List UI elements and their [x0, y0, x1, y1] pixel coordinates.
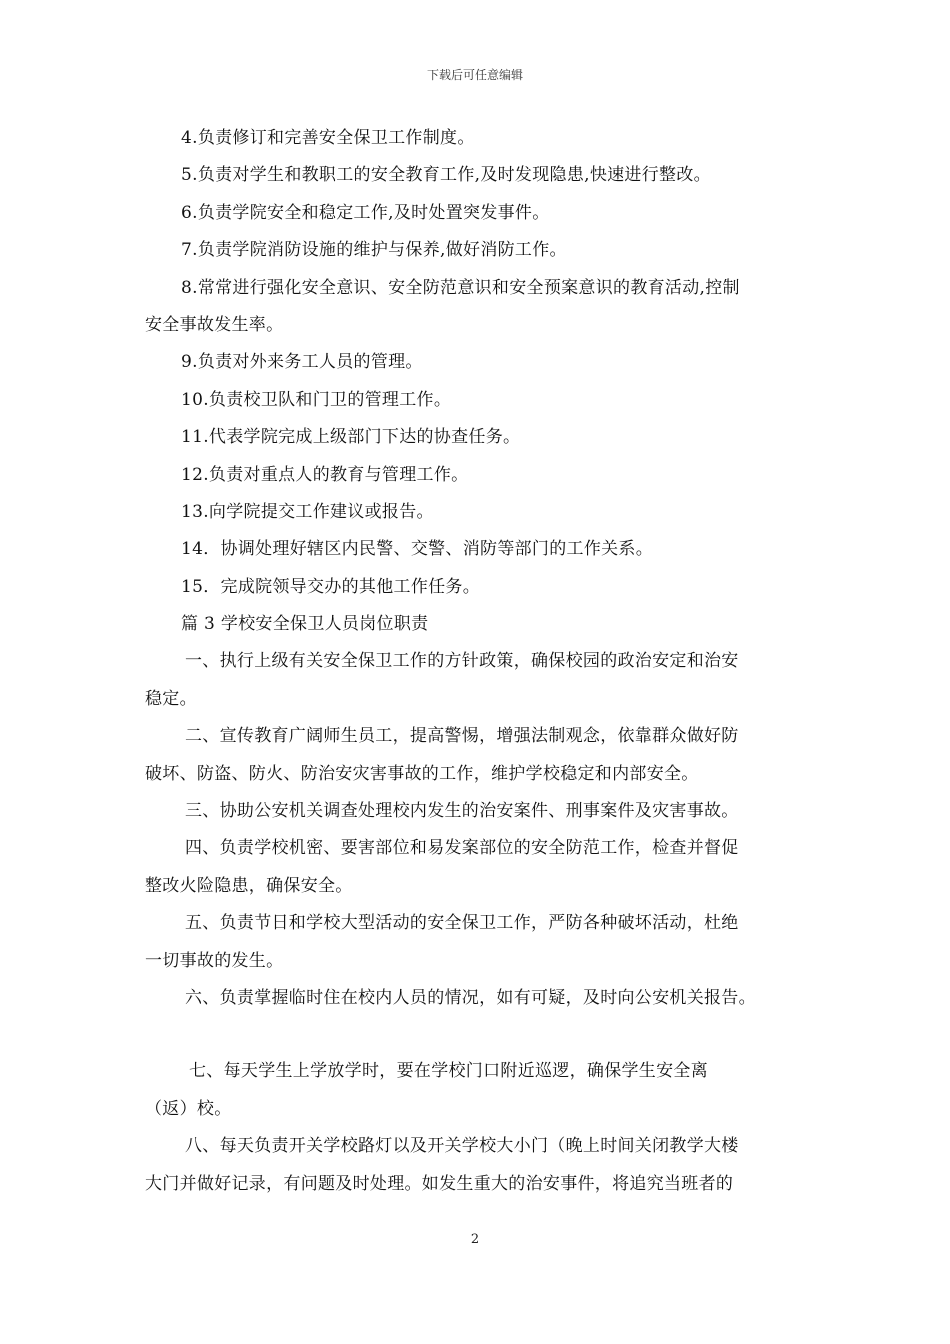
paragraph-line-continued: 一切事故的发生。 [145, 950, 284, 971]
paragraph-line-continued: 破坏、防盗、防火、防治安灾害事故的工作，维护学校稳定和内部安全。 [145, 763, 699, 784]
paragraph-line: 14．协调处理好辖区内民警、交警、消防等部门的工作关系。 [181, 539, 654, 560]
paragraph-line-continued: 整改火险隐患，确保安全。 [145, 875, 353, 896]
paragraph-line: 11.代表学院完成上级部门下达的协查任务。 [181, 427, 521, 448]
paragraph-line: 八、每天负责开关学校路灯以及开关学校大小门（晚上时间关闭教学大楼 [185, 1136, 739, 1157]
paragraph-line: 12.负责对重点人的教育与管理工作。 [181, 464, 469, 485]
paragraph-line: 8.常常进行强化安全意识、安全防范意识和安全预案意识的教育活动,控制 [181, 277, 740, 298]
page-number: 2 [470, 1232, 480, 1247]
paragraph-line: 7.负责学院消防设施的维护与保养,做好消防工作。 [181, 240, 567, 261]
paragraph-line: 一、执行上级有关安全保卫工作的方针政策，确保校园的政治安定和治安 [185, 651, 739, 672]
paragraph-line-continued: （返）校。 [145, 1098, 232, 1119]
section-heading: 篇 3 学校安全保卫人员岗位职责 [181, 614, 429, 635]
paragraph-line: 四、负责学校机密、要害部位和易发案部位的安全防范工作，检查并督促 [185, 838, 739, 859]
paragraph-line: 七、每天学生上学放学时，要在学校门口附近巡逻，确保学生安全离 [189, 1061, 708, 1082]
paragraph-line: 5.负责对学生和教职工的安全教育工作,及时发现隐患,快速进行整改。 [181, 165, 711, 186]
blank-gap [145, 1017, 813, 1053]
paragraph-line: 六、负责掌握临时住在校内人员的情况，如有可疑，及时向公安机关报告。 [185, 987, 756, 1008]
paragraph-line: 4.负责修订和完善安全保卫工作制度。 [181, 128, 475, 148]
paragraph-line: 15．完成院领导交办的其他工作任务。 [181, 576, 481, 597]
paragraph-line: 9.负责对外来务工人员的管理。 [181, 352, 423, 373]
paragraph-line: 三、协助公安机关调查处理校内发生的治安案件、刑事案件及灾害事故。 [185, 801, 739, 822]
paragraph-line-continued: 大门并做好记录，有问题及时处理。如发生重大的治安事件，将追究当班者的 [145, 1173, 734, 1194]
paragraph-line: 13.向学院提交工作建议或报告。 [181, 501, 434, 522]
document-body [145, 120, 813, 1203]
paragraph-line: 二、宣传教育广阔师生员工，提高警惕，增强法制观念，依靠群众做好防 [185, 726, 739, 747]
page-header: 下载后可任意编辑 [426, 68, 523, 82]
paragraph-line-continued: 稳定。 [145, 688, 197, 709]
paragraph-line: 五、负责节日和学校大型活动的安全保卫工作，严防各种破坏活动，杜绝 [185, 913, 739, 934]
paragraph-line: 10.负责校卫队和门卫的管理工作。 [181, 389, 452, 410]
paragraph-line-continued: 安全事故发生率。 [145, 314, 284, 335]
paragraph-line: 6.负责学院安全和稳定工作,及时处置突发事件。 [181, 202, 550, 223]
